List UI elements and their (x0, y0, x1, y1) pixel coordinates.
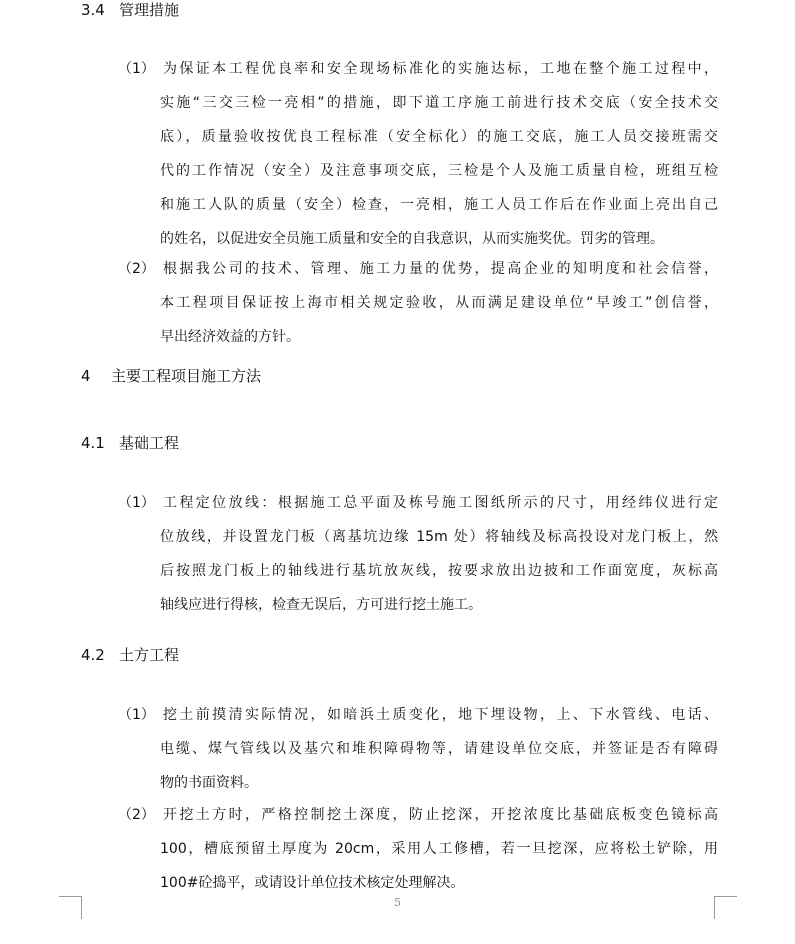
section-heading-4 (81, 366, 261, 386)
paragraph-label: （2） (118, 261, 155, 277)
section-heading-4-1 (81, 433, 179, 453)
text-line: 后按照龙门板上的轴线进行基坑放灰线，按要求放出边披和工作面宽度，灰标高 (160, 563, 718, 579)
text-line: 轴线应进行得核，检查无误后，方可进行挖土施工。 (160, 597, 482, 613)
section-title: 土方工程 (119, 646, 180, 664)
text-line: 物的书面资料。 (160, 775, 258, 791)
section-title: 管理措施 (119, 1, 180, 19)
text-line: 本工程项目保证按上海市相关规定验收，从而满足建设单位“早竣工”创信誉， (160, 295, 718, 311)
text-line: 挖土前摸清实际情况，如暗浜土质变化，地下埋设物，上、下水管线、电话、 (163, 707, 718, 723)
paragraph-label: （2） (118, 807, 155, 823)
section-number: 3.4 (81, 1, 105, 19)
section-number: 4.2 (81, 646, 105, 664)
page-number: 5 (394, 896, 401, 909)
paragraph-label: （1） (118, 61, 155, 77)
text-line: 位放线，并设置龙门板（离基坑边缘 15m 处）将轴线及标高投设对龙门板上，然 (160, 529, 718, 545)
text-line: 代的工作情况（安全）及注意事项交底，三检是个人及施工质量自检，班组互检 (160, 163, 718, 179)
section-heading-3-4 (81, 0, 179, 20)
text-line: 开挖土方时，严格控制挖土深度，防止挖深，开挖浓度比基础底板变色镜标高 (163, 807, 718, 823)
section-heading-4-2 (81, 645, 179, 665)
crop-mark-right (714, 896, 737, 919)
text-line: 工程定位放线：根据施工总平面及栋号施工图纸所示的尺寸，用经纬仪进行定 (163, 495, 718, 511)
text-line: 100，槽底预留土厚度为 20cm，采用人工修槽，若一旦挖深，应将松土铲除，用 (160, 841, 718, 857)
text-line: 根据我公司的技术、管理、施工力量的优势，提高企业的知明度和社会信誉， (163, 261, 718, 277)
section-title: 基础工程 (119, 434, 180, 452)
text-line: 和施工人队的质量（安全）检查，一亮相，施工人员工作后在作业面上亮出自己 (160, 197, 718, 213)
paragraph-label: （1） (118, 707, 155, 723)
section-number: 4 (81, 367, 91, 385)
text-line: 早出经济效益的方针。 (160, 329, 300, 345)
paragraph-label: （1） (118, 495, 155, 511)
section-title: 主要工程项目施工方法 (111, 367, 262, 385)
text-line: 的姓名，以促进安全员施工质量和安全的自我意识，从而实施奖优。罚劣的管理。 (160, 231, 664, 247)
text-line: 100#砼捣平，或请设计单位技术核定处理解决。 (160, 875, 465, 891)
text-line: 底），质量验收按优良工程标准（安全标化）的施工交底，施工人员交接班需交 (160, 129, 718, 145)
text-line: 实施“三交三检一亮相”的措施，即下道工序施工前进行技术交底（安全技术交 (160, 95, 718, 111)
section-number: 4.1 (81, 434, 105, 452)
text-line: 为保证本工程优良率和安全现场标准化的实施达标，工地在整个施工过程中， (163, 61, 718, 77)
text-line: 电缆、煤气管线以及基穴和堆积障碍物等，请建设单位交底，并签证是否有障碍 (160, 741, 718, 757)
